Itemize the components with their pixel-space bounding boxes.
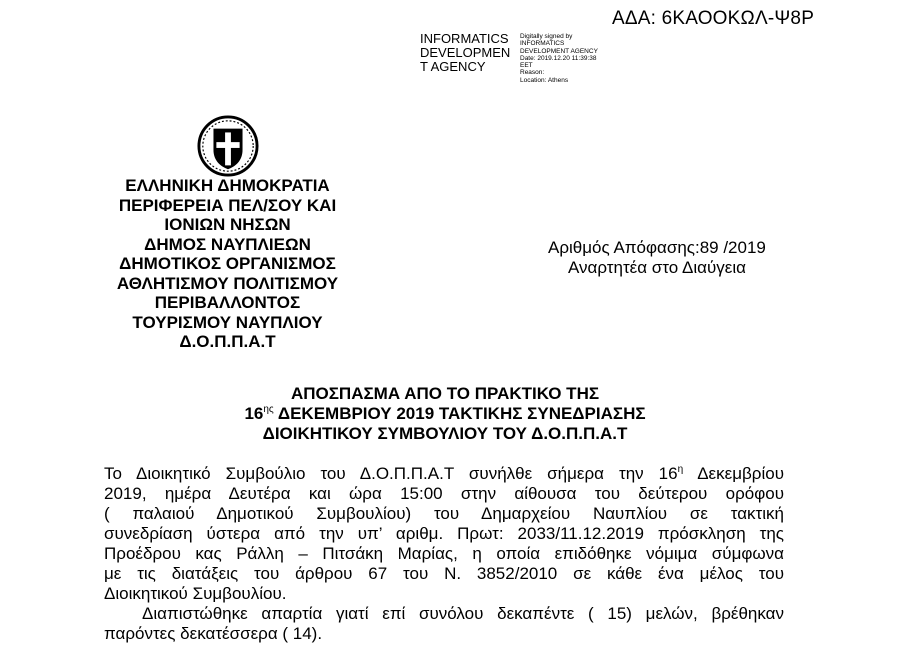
body-line: Διοικητικού Συμβουλίου.	[104, 584, 287, 603]
title-line: ΔΙΟΙΚΗΤΙΚΟΥ ΣΥΜΒΟΥΛΙΟΥ ΤΟΥ Δ.Ο.Π.Π.Α.Τ	[262, 424, 628, 443]
title-day: 16	[244, 404, 264, 423]
signature-organization	[420, 32, 520, 74]
body-line: με τις διατάξεις του άρθρου 67 του Ν. 3852/2010 σε κάθε ένα μέλος του	[104, 564, 784, 583]
signature-detail-line: DEVELOPMENT AGENCY	[520, 47, 598, 55]
ada-code: ΑΔΑ: 6ΚΑΟΟΚΩΛ-Ψ8Ρ	[612, 8, 815, 29]
issuer-block	[90, 176, 365, 352]
body-line: συνεδρίαση ύστερα από την υπ’ αριθμ. Πρωτ: 2033/11.12.2019 πρόσκληση της	[104, 524, 784, 543]
signature-detail-line: Reason:	[520, 69, 545, 77]
issuer-line: ΠΕΡΙΦΕΡΕΙΑ ΠΕΛ/ΣΟΥ ΚΑΙ	[118, 195, 337, 215]
body-line: 2019, ημέρα Δευτέρα και ώρα 15:00 στην αίθουσα του δεύτερου ορόφου	[104, 484, 784, 503]
signature-org-line: T AGENCY	[420, 59, 486, 74]
signature-detail-line: EET	[520, 62, 533, 70]
greek-coat-of-arms-icon	[197, 115, 259, 177]
decision-info	[548, 238, 766, 278]
issuer-line: ΠΕΡΙΒΑΛΛΟΝΤΟΣ	[154, 293, 301, 312]
body-day-suffix: η	[677, 464, 684, 475]
issuer-line: ΤΟΥΡΙΣΜΟΥ ΝΑΥΠΛΙΟΥ	[132, 312, 323, 332]
signature-detail-line: Digitally signed by	[520, 33, 573, 40]
title-date-rest: ΔΕΚΕΜΒΡΙΟΥ 2019 ΤΑΚΤΙΚΗΣ ΣΥΝΕΔΡΙΑΣΗΣ	[273, 404, 646, 423]
issuer-line: ΔΗΜΟΤΙΚΟΣ ΟΡΓΑΝΙΣΜΟΣ	[119, 254, 336, 273]
title-line	[135, 404, 755, 424]
decision-number: Αριθμός Απόφασης:89 /2019	[548, 238, 766, 257]
body-line: Προέδρου κας Ράλλη – Πιτσάκη Μαρίας, η οποία επιδόθηκε νόμιμα σύμφωνα	[104, 544, 784, 563]
body-line	[104, 464, 784, 484]
issuer-line: ΙΟΝΙΩΝ ΝΗΣΩΝ	[164, 215, 291, 234]
signature-org-line: DEVELOPMEN	[420, 45, 511, 60]
signature-detail-line: INFORMATICS	[520, 40, 565, 48]
posting-note: Αναρτητέα στο Διαύγεια	[568, 258, 746, 277]
body-line: Διαπιστώθηκε απαρτία γιατί επί συνόλου δεκαπέντε ( 15) μελών, βρέθηκαν	[142, 604, 784, 623]
issuer-line: ΕΛΛΗΝΙΚΗ ΔΗΜΟΚΡΑΤΙΑ	[125, 176, 330, 195]
signature-detail-line: Location: Athens	[520, 76, 569, 84]
body-text: Δεκεμβρίου	[683, 464, 784, 483]
title-day-suffix: ης	[263, 404, 274, 415]
body-line: παρόντες δεκατέσσερα ( 14).	[104, 624, 323, 643]
issuer-line: ΔΗΜΟΣ ΝΑΥΠΛΙΕΩΝ	[144, 234, 311, 254]
signature-org-line: INFORMATICS	[420, 31, 509, 46]
issuer-line: Δ.Ο.Π.Π.Α.Τ	[179, 332, 276, 351]
body-line: ( παλαιού Δημοτικού Συμβουλίου) του Δημαρχείου Ναυπλίου σε τακτική	[104, 504, 784, 523]
title-line: ΑΠΟΣΠΑΣΜΑ ΑΠΟ ΤΟ ΠΡΑΚΤΙΚΟ ΤΗΣ	[290, 384, 600, 403]
document-body	[104, 464, 784, 644]
signature-detail-line: Date: 2019.12.20 11:39:38	[520, 54, 597, 62]
body-text: Το Διοικητικό Συμβούλιο του Δ.Ο.Π.Π.Α.Τ συνήλθε σήμερα την 16	[104, 464, 678, 483]
document-title	[135, 384, 755, 444]
issuer-line: ΑΘΛΗΤΙΣΜΟΥ ΠΟΛΙΤΙΣΜΟΥ	[116, 273, 339, 293]
signature-details	[520, 33, 598, 84]
